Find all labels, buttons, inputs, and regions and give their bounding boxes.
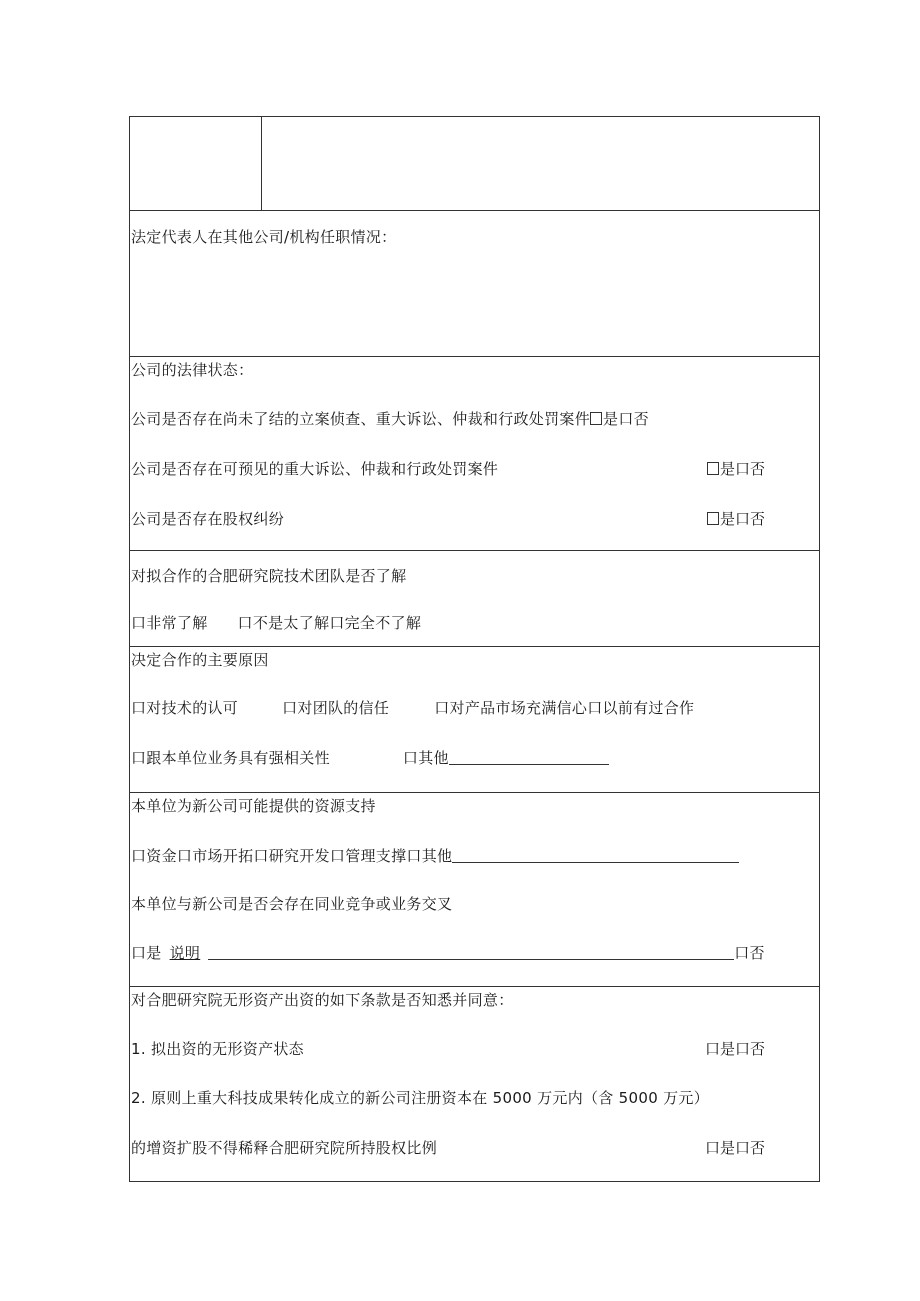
resources-option-list[interactable]: 口资金口市场开拓口研究开发口管理支撑口其他 — [131, 847, 453, 865]
reason-option-other[interactable]: 口其他 — [402, 749, 449, 767]
application-form-table — [129, 116, 820, 1182]
reason-option-team[interactable]: 口对团队的信任 — [282, 699, 390, 717]
reason-option-tech[interactable]: 口对技术的认可 — [131, 699, 239, 717]
ip-terms-row — [130, 987, 819, 1183]
competition-no[interactable]: 口否 — [734, 944, 765, 962]
ip-title: 对合肥研究院无形资产出资的如下条款是否知悉并同意： — [131, 991, 514, 1009]
legal-status-q2-answer — [707, 459, 765, 479]
legal-status-q3-text: 公司是否存在股权纠纷 — [131, 510, 285, 528]
legal-status-q1 — [131, 409, 649, 429]
reason-other-input[interactable] — [449, 750, 609, 765]
reason-option-market[interactable]: 口对产品市场充满信心 — [434, 699, 588, 717]
checkbox-yes[interactable] — [590, 412, 602, 425]
resources-title: 本单位为新公司可能提供的资源支持 — [131, 797, 376, 815]
team-option-not-much[interactable]: 口不是太了解 — [237, 614, 330, 632]
checkbox-no[interactable]: 口否 — [618, 410, 649, 428]
checkbox-yes[interactable] — [707, 512, 719, 525]
legal-rep-label: 法定代表人在其他公司/机构任职情况： — [131, 228, 397, 246]
competition-explain-input[interactable] — [208, 945, 734, 960]
blank-header-row — [130, 117, 819, 211]
ip-item2-answer[interactable]: 口是口否 — [704, 1139, 765, 1157]
reason-option-related[interactable]: 口跟本单位业务具有强相关性 — [131, 749, 330, 767]
team-options — [131, 613, 421, 633]
legal-status-title: 公司的法律状态： — [131, 361, 254, 379]
ip-item1-answer[interactable]: 口是口否 — [704, 1040, 765, 1058]
resources-row — [130, 793, 819, 987]
team-title: 对拟合作的合肥研究院技术团队是否了解 — [131, 567, 407, 585]
ip-item2-line1: 2. 原则上重大科技成果转化成立的新公司注册资本在 5000 万元内（含 5000 万元） — [131, 1089, 710, 1107]
legal-rep-row — [130, 211, 819, 357]
checkbox-no[interactable]: 口否 — [734, 460, 765, 478]
ip-item1: 1. 拟出资的无形资产状态 — [131, 1040, 304, 1058]
column-divider — [261, 117, 262, 210]
legal-status-q2-text: 公司是否存在可预见的重大诉讼、仲裁和行政处罚案件 — [131, 460, 499, 478]
reason-option-prior[interactable]: 口以前有过合作 — [587, 699, 695, 717]
legal-status-q1-text: 公司是否存在尚未了结的立案侦查、重大诉讼、仲裁和行政处罚案件 — [131, 410, 591, 428]
ip-item2-line2: 的增资扩股不得稀释合肥研究院所持股权比例 — [131, 1139, 438, 1157]
team-row — [130, 551, 819, 647]
resources-other-input[interactable] — [452, 848, 739, 863]
reason-title: 决定合作的主要原因 — [131, 651, 269, 669]
team-option-none[interactable]: 口完全不了解 — [329, 614, 422, 632]
resources-options — [131, 846, 739, 866]
yes-label: 是 — [719, 460, 735, 478]
checkbox-no[interactable]: 口否 — [734, 510, 765, 528]
checkbox-yes[interactable] — [707, 462, 719, 475]
competition-explain-label: 说明 — [169, 944, 201, 962]
reason-row — [130, 647, 819, 793]
legal-status-row — [130, 357, 819, 551]
team-option-very[interactable]: 口非常了解 — [131, 614, 208, 632]
reason-options-line1 — [131, 698, 694, 718]
competition-title: 本单位与新公司是否会存在同业竞争或业务交叉 — [131, 895, 453, 913]
yes-label: 是 — [719, 510, 735, 528]
competition-yes[interactable]: 口是 — [131, 944, 162, 962]
competition-answer — [131, 943, 765, 963]
yes-label: 是 — [603, 410, 619, 428]
reason-options-line2 — [131, 748, 609, 768]
legal-status-q3-answer — [707, 509, 765, 529]
